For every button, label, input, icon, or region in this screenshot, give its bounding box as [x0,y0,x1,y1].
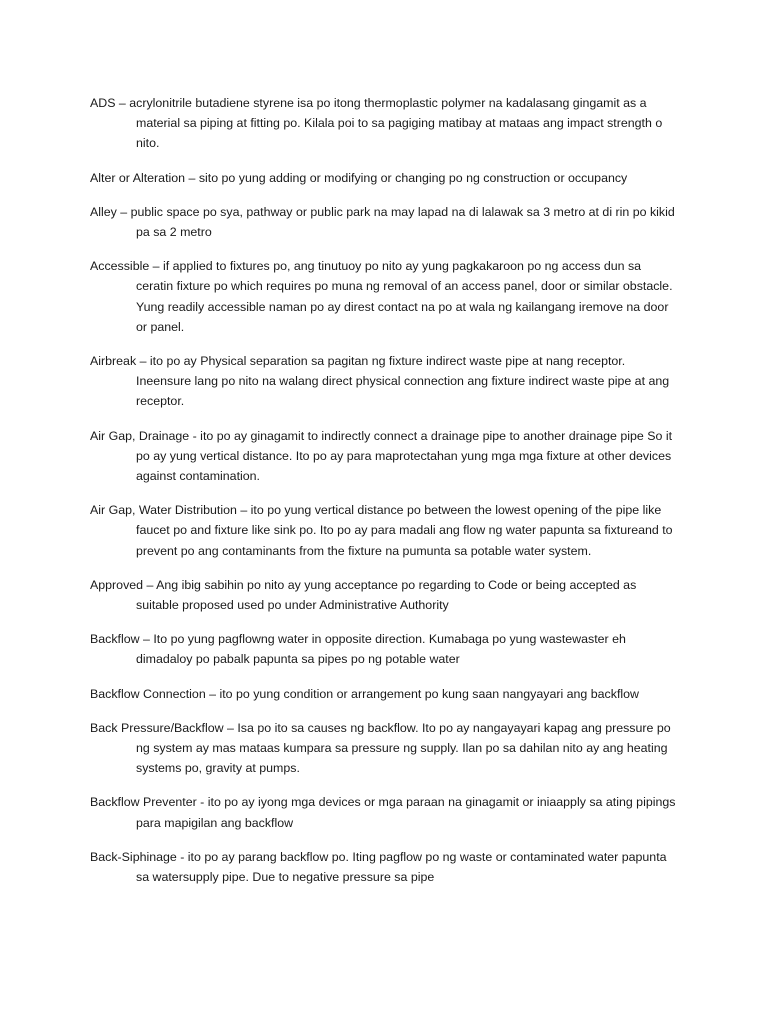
glossary-entry-backflow: Backflow – Ito po yung pagflowng water in opposite direction. Kumabaga po yung wastewaster eh dimadaloy po pabalk papunta sa pipes po ng potable water [90,632,626,667]
glossary-entry-air-gap-water-distribution: Air Gap, Water Distribution – ito po yung vertical distance po between the lowest opening of the pipe like faucet po and fixture like sink po. Ito po ay para madali ang flow ng water papunta sa fixtureand to prevent po ang contaminants from the fixture na pumunta sa potable water system. [90,503,673,558]
glossary-entry-backflow-preventer: Backflow Preventer - ito po ay iyong mga devices or mga paraan na ginagamit or iniaapply sa ating pipings para mapigilan ang backflow [90,795,676,830]
glossary-entry-backflow-connection: Backflow Connection – ito po yung condition or arrangement po kung saan nangyayari ang backflow [90,686,639,701]
glossary-entry-airbreak: Airbreak – ito po ay Physical separation sa pagitan ng fixture indirect waste pipe at nang receptor. Ineensure lang po nito na walang direct physical connection ang fixture indirect waste pipe at ang receptor. [90,354,670,409]
glossary-entry-approved: Approved – Ang ibig sabihin po nito ay yung acceptance po regarding to Code or being accepted as suitable proposed used po under Administrative Authority [90,577,637,613]
glossary-entry-back-siphonage: Back-Siphinage - ito po ay parang backflow po. Iting pagflow po ng waste or contaminated water papunta sa watersupply pipe. Due to negative pressure sa pipe [90,849,667,885]
glossary-entry-air-gap-drainage: Air Gap, Drainage - ito po ay ginagamit to indirectly connect a drainage pipe to another drainage pipe So it po ay yung vertical distance. Ito po ay para maprotectahan yung mga mga fixture at other devices against contamination. [90,428,673,484]
glossary-entry-back-pressure: Back Pressure/Backflow – Isa po ito sa causes ng backflow. Ito po ay nangayayari kapag ang pressure po ng system ay mas mataas kumpara sa pressure ng supply. Ilan po sa dahilan nito ay ang heating systems po, gravity at pumps. [90,720,671,776]
glossary-entry-alteration: Alter or Alteration – sito po yung adding or modifying or changing po ng construction or occupancy [90,170,628,185]
glossary-entry-ads: ADS – acrylonitrile butadiene styrene isa po itong thermoplastic polymer na kadalasang gingamit as a material sa piping at fitting po. Kilala poi to sa pagiging matibay at mataas ang impact strength o nito. [90,96,663,151]
glossary-entry-accessible: Accessible – if applied to fixtures po, ang tinutuoy po nito ay yung pagkakaroon po ng access dun sa ceratin fixture po which requires po muna ng removal of an access panel, door or similar obstacle. Yung readily accessible naman po ay direst contact na po at wala ng kailangang iremove na door or panel. [90,259,673,334]
document-page [90,93,678,901]
glossary-entry-alley: Alley – public space po sya, pathway or public park na may lapad na di lalawak sa 3 metro at di rin po kikid pa sa 2 metro [90,204,675,240]
